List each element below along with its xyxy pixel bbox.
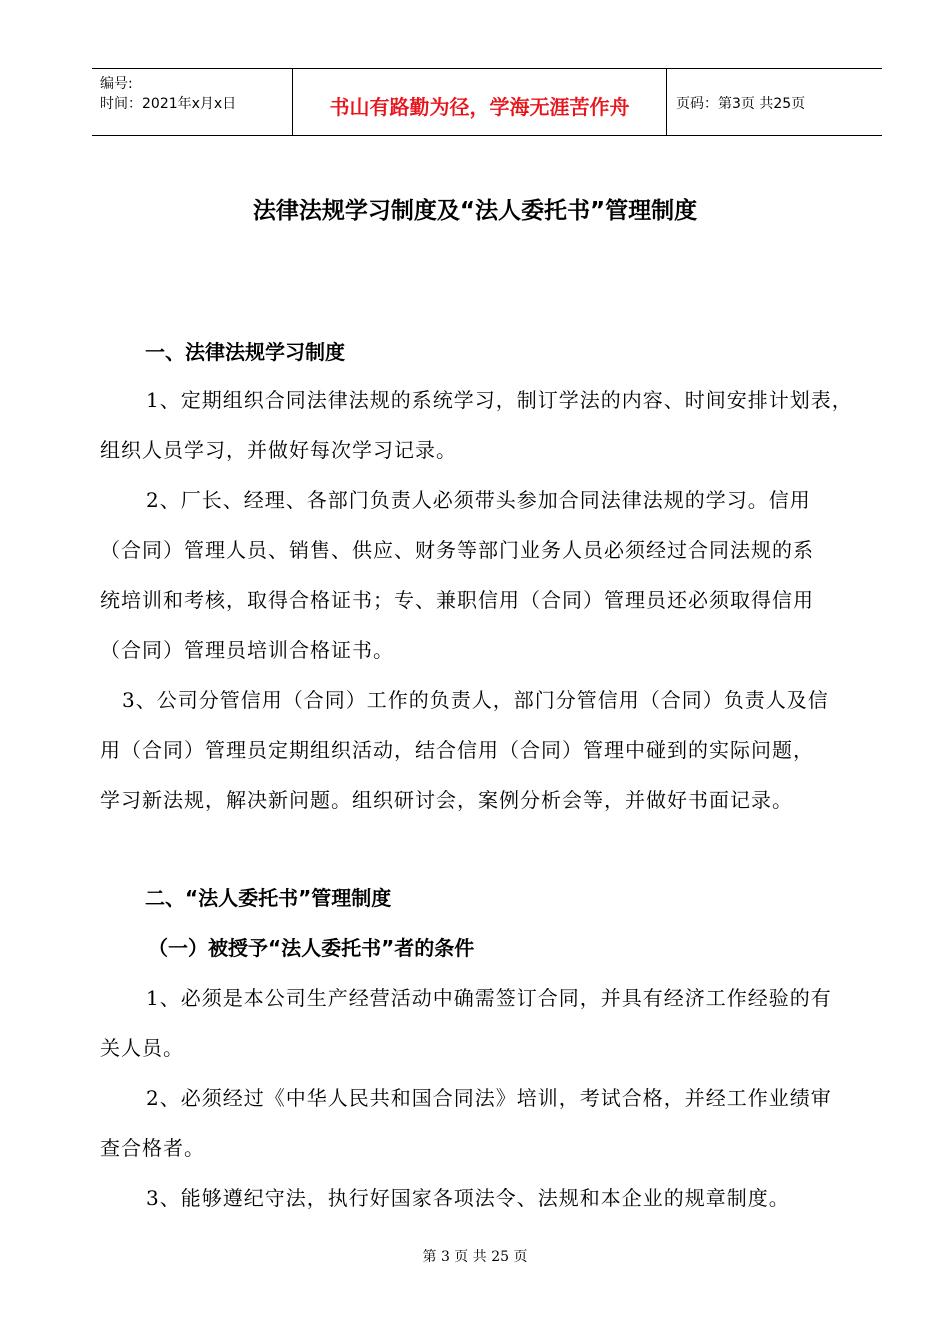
number-label: 编号: xyxy=(100,76,133,92)
header-page-cell xyxy=(666,69,882,135)
paragraph-line: 1、定期组织合同法律法规的系统学习，制订学法的内容、时间安排计划表， xyxy=(146,388,853,412)
section-1-heading: 一、法律法规学习制度 xyxy=(145,340,345,364)
paragraph-line: 学习新法规，解决新问题。组织研讨会，案例分析会等，并做好书面记录。 xyxy=(100,788,793,812)
paragraph-line: 3、能够遵纪守法，执行好国家各项法令、法规和本企业的规章制度。 xyxy=(146,1186,790,1210)
document-title: 法律法规学习制度及“法人委托书”管理制度 xyxy=(252,198,698,224)
paragraph-line: 组织人员学习，并做好每次学习记录。 xyxy=(100,438,457,462)
paragraph-line: 用（合同）管理员定期组织活动，结合信用（合同）管理中碰到的实际问题， xyxy=(100,738,814,762)
paragraph-line: 2、厂长、经理、各部门负责人必须带头参加合同法律法规的学习。信用 xyxy=(146,488,811,512)
header-meta-cell xyxy=(92,69,292,135)
section-2-heading: 二、“法人委托书”管理制度 xyxy=(145,886,392,910)
paragraph-line: 1、必须是本公司生产经营活动中确需签订合同，并具有经济工作经验的有 xyxy=(146,986,832,1010)
document-header xyxy=(92,68,882,136)
section-2-subheading: （一）被授予“法人委托书”者的条件 xyxy=(148,936,475,960)
paragraph-line: （合同）管理员培训合格证书。 xyxy=(100,638,394,662)
page-info: 页码：第3页 共25页 xyxy=(676,96,806,112)
paragraph-line: 2、必须经过《中华人民共和国合同法》培训，考试合格，并经工作业绩审 xyxy=(146,1086,832,1110)
header-motto-cell xyxy=(292,69,667,135)
paragraph-line: 查合格者。 xyxy=(100,1136,205,1160)
page-footer: 第 3 页 共 25 页 xyxy=(422,1249,528,1265)
paragraph-line: 关人员。 xyxy=(100,1036,184,1060)
paragraph-line: 统培训和考核，取得合格证书；专、兼职信用（合同）管理员还必须取得信用 xyxy=(100,588,814,612)
time-label: 时间：2021年x月x日 xyxy=(100,96,237,112)
paragraph-line: 3、公司分管信用（合同）工作的负责人，部门分管信用（合同）负责人及信 xyxy=(122,688,829,712)
paragraph-line: （合同）管理人员、销售、供应、财务等部门业务人员必须经过合同法规的系 xyxy=(100,538,814,562)
motto-text: 书山有路勤为径，学海无涯苦作舟 xyxy=(329,95,630,119)
